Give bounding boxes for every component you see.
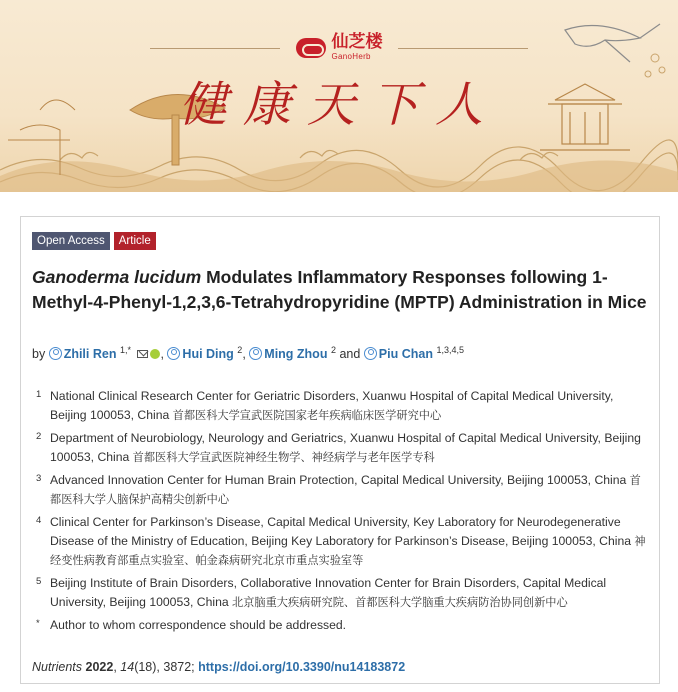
author-link[interactable]: Ming Zhou	[264, 347, 328, 361]
brand-name-en: GanoHerb	[331, 52, 371, 61]
banner	[0, 0, 678, 192]
author-sup: 1,*	[119, 345, 131, 355]
by-label: by	[32, 347, 46, 361]
affiliation-item: 2 Department of Neurobiology, Neurology and Geriatrics, Xuanwu Hospital of Capital Medical University, Beijing 100053, China 首都医科大学宣武医院神经生物学、神经病学与老年医学专科	[36, 431, 641, 464]
citation: Nutrients 2022, 14(18), 3872; https://doi.org/10.3390/nu14183872	[32, 660, 406, 674]
person-icon	[364, 347, 377, 360]
person-icon	[167, 347, 180, 360]
doi-link[interactable]: https://doi.org/10.3390/nu14183872	[198, 660, 406, 674]
affiliation-item: 4 Clinical Center for Parkinson’s Disease, Capital Medical University, Key Laboratory for Neurodegenerative Disease of the Ministry of Education, Beijing Key Laboratory for Parkinson’s Disease, Beijing 100053, China 神经变性病教育部重点实验室、帕金森病研究北京市重点实验室等	[36, 515, 646, 567]
title-rest: Modulates Inflammatory Responses following 1-Methyl-4-Phenyl-1,2,3,6-Tetrahydropyridine (MPTP) Administration in Mice	[32, 267, 647, 312]
article-type-badge: Article	[114, 232, 156, 250]
author-list: by Zhili Ren $^{1,*}$ , Hui Ding $^2$, Ming Zhou $^2$ and Piu Chan $^{1,3,4,5}$	[32, 345, 464, 361]
citation-volume: 14	[120, 660, 135, 674]
affiliation-item: 1 National Clinical Research Center for Geriatric Disorders, Xuanwu Hospital of Capital Medical University, Beijing 100053, China 首都医科大学宣武医院国家老年疾病临床医学研究中心	[36, 389, 614, 422]
person-icon	[249, 347, 262, 360]
affiliations	[32, 387, 652, 639]
citation-year: 2022	[85, 660, 114, 674]
article-title	[32, 265, 647, 314]
banner-slogan: 健康天下人	[178, 77, 499, 133]
author-sup: 2	[330, 345, 336, 355]
mail-icon[interactable]	[137, 350, 148, 358]
journal-name: Nutrients	[32, 660, 83, 674]
brand-logo-icon	[296, 38, 326, 58]
badges	[32, 232, 156, 250]
correspondence-note: * Author to whom correspondence should be addressed.	[36, 618, 347, 632]
author-sup: 2	[237, 345, 243, 355]
orcid-icon[interactable]	[150, 349, 160, 359]
author-link[interactable]: Piu Chan	[378, 347, 433, 361]
citation-issue-pages: (18), 3872;	[134, 660, 199, 674]
affiliation-item: 3 Advanced Innovation Center for Human Brain Protection, Capital Medical University, Beijing 100053, China 首都医科大学人脑保护高精尖创新中心	[36, 473, 641, 506]
open-access-badge[interactable]: Open Access	[32, 232, 110, 250]
title-species: Ganoderma lucidum	[32, 267, 202, 287]
author-link[interactable]: Hui Ding	[182, 347, 234, 361]
person-icon	[49, 347, 62, 360]
author-sup: 1,3,4,5	[436, 345, 464, 355]
brand	[0, 34, 678, 63]
and-label: and	[339, 347, 361, 361]
brand-name-cn: 仙芝楼	[331, 32, 383, 52]
author-link[interactable]: Zhili Ren	[63, 347, 117, 361]
affiliation-item: 5 Beijing Institute of Brain Disorders, Collaborative Innovation Center for Brain Disorders, Capital Medical University, Beijing 100053, China 北京脑重大疾病研究院、首都医科大学脑重大疾病防治协同创新中心	[36, 576, 607, 609]
article-card	[20, 216, 660, 684]
